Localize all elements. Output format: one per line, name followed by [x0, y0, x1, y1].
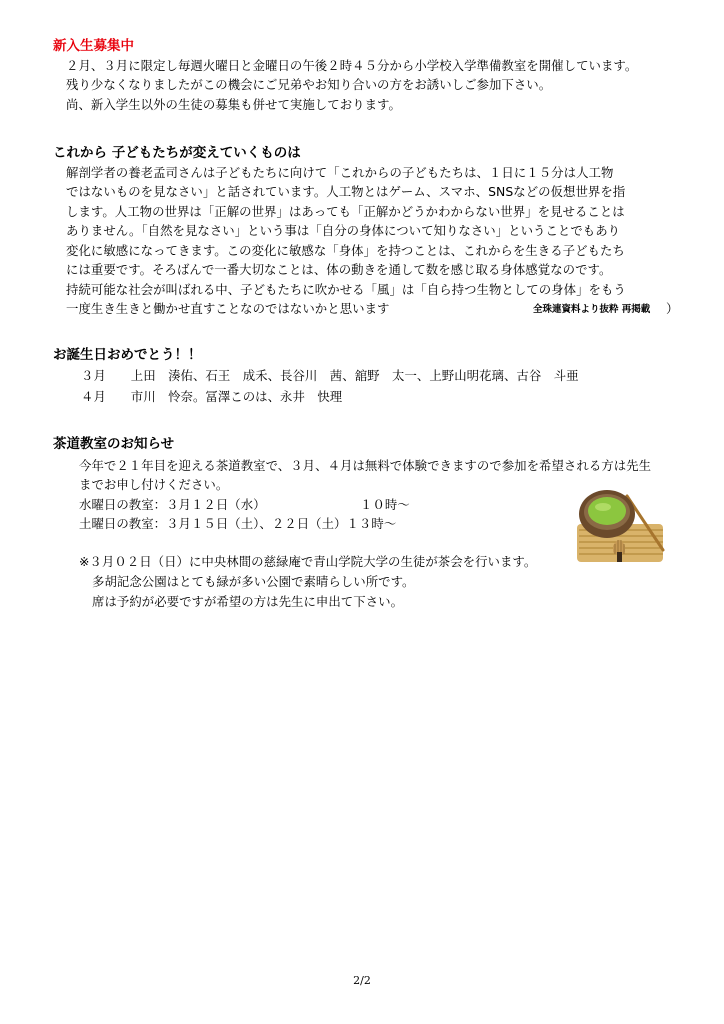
- birthday-heading: お誕生日おめでとう！！: [53, 347, 202, 363]
- saturday-class: 土曜日の教室：３月１５日（土）、２２日（土）１３時～: [79, 516, 397, 531]
- recruit-heading: 新入生募集中: [53, 38, 134, 54]
- birthday-line: ４月 市川 怜奈。冨澤このは、永井 快理: [81, 389, 343, 404]
- source-note: 全珠連資料より抜粋 再掲載: [533, 304, 651, 315]
- future-line: ありません。「自然を見なさい」という事は「自分の身体について知りなさい」ということでもあり: [66, 223, 621, 238]
- tea-heading: 茶道教室のお知らせ: [53, 436, 175, 452]
- future-heading: これから 子どもたちが変えていくものは: [53, 145, 301, 161]
- future-line: 解剖学者の養老孟司さんは子どもたちに向けて「これからの子どもたちは、１日に１５分は人工物: [66, 165, 614, 180]
- tea-note: ※３月０２日（日）に中央林間の慈緑庵で青山学院大学の生徒が茶会を行います。: [79, 554, 537, 569]
- wednesday-time: １０時～: [360, 497, 410, 512]
- matcha-tea-bowl-whisk-icon: [575, 486, 667, 564]
- source-closing-paren: ）: [666, 301, 679, 316]
- recruit-line: ２月、３月に限定し毎週火曜日と金曜日の午後２時４５分から小学校入学準備教室を開催しています。: [66, 58, 638, 73]
- tea-line: 今年で２１年目を迎える茶道教室で、３月、４月は無料で体験できますので参加を希望される方は先生: [79, 458, 652, 473]
- future-line: 一度生き生きと働かせ直すことなのではないかと思います: [66, 301, 390, 316]
- future-line: 変化に敏感になってきます。この変化に敏感な「身体」を持つことは、これからを生きる子どもたち: [66, 243, 625, 258]
- tea-note: 多胡記念公園はとても緑が多い公園で素晴らしい所です。: [92, 574, 415, 589]
- tea-line: までお申し付けください。: [79, 477, 229, 492]
- birthday-line: ３月 上田 湊佑、石王 成禾、長谷川 茜、舘野 太一、上野山明花璃、古谷 斗亜: [81, 368, 579, 383]
- future-line: します。人工物の世界は「正解の世界」はあっても「正解かどうかわからない世界」を見せることは: [66, 204, 625, 219]
- matcha-surface: [588, 497, 626, 525]
- wednesday-class: 水曜日の教室：３月１２日（水）: [79, 497, 266, 512]
- page-number: 2/2: [353, 974, 371, 987]
- future-line: ではないものを見なさい」と話されています。人工物とはゲーム、スマホ、SNSなどの仮想世界を指: [66, 184, 626, 199]
- tea-note: 席は予約が必要ですが希望の方は先生に申出て下さい。: [92, 594, 404, 609]
- recruit-line: 尚、新入学生以外の生徒の募集も併せて実施しております。: [66, 97, 401, 112]
- future-line: には重要です。そろばんで一番大切なことは、体の動きを通して数を感じ取る身体感覚なのです。: [66, 262, 612, 277]
- recruit-line: 残り少なくなりましたがこの機会にご兄弟やお知り合いの方をお誘いしご参加下さい。: [66, 77, 552, 92]
- future-line: 持続可能な社会が叫ばれる中、子どもたちに吹かせる「風」は「自ら持つ生物としての身体」をもう: [66, 282, 626, 297]
